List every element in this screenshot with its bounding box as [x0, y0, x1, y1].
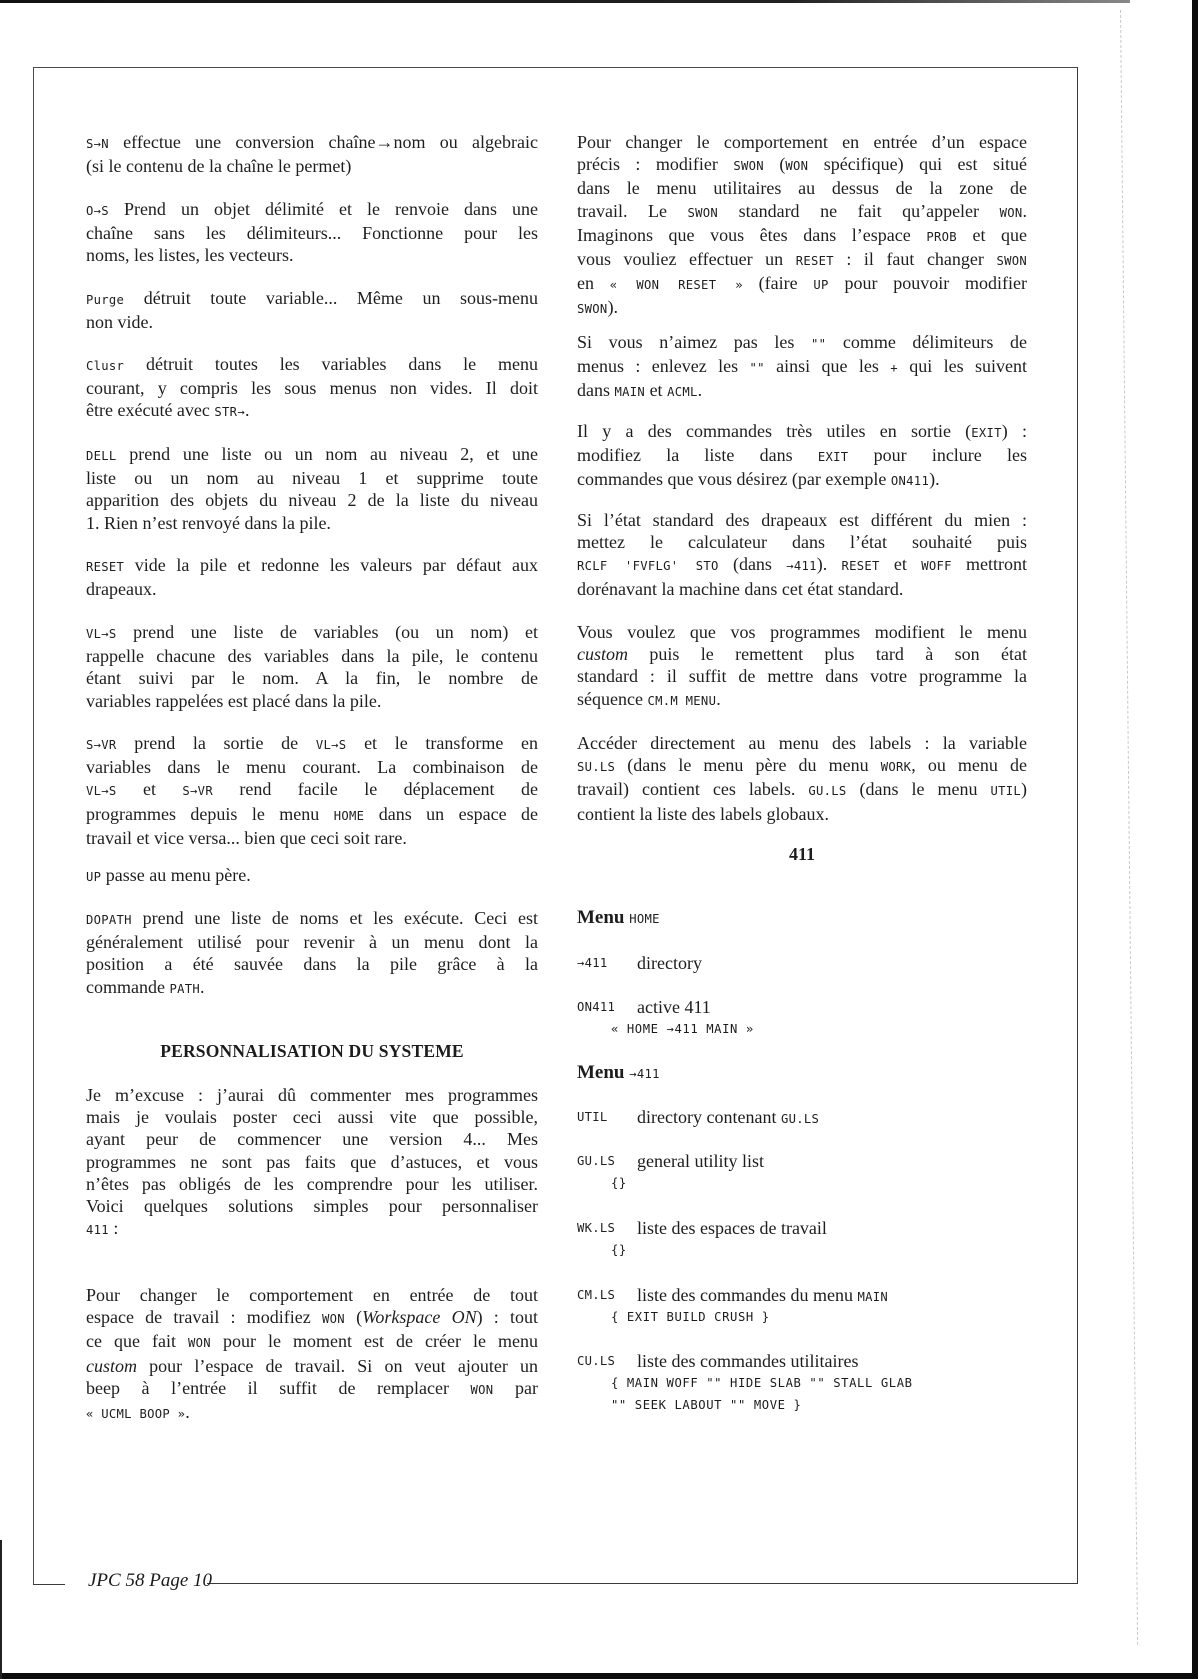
text-run: Je m’excuse : j’aurai dû commenter mes programmes	[86, 1085, 538, 1105]
text-run: Si l’état standard des drapeaux est différent du mien :	[577, 510, 1027, 530]
paragraph-exit	[577, 420, 1027, 493]
text-run: spécifique) qui est situé	[808, 154, 1027, 175]
scan-edge-top	[0, 0, 1130, 3]
inline-code: EXIT	[971, 426, 1002, 440]
text-line	[86, 377, 538, 399]
paragraph-flags	[577, 509, 1027, 600]
text-line	[577, 578, 1027, 600]
entry-description	[637, 996, 711, 1018]
text-run: .	[697, 380, 703, 401]
text-run: liste des commandes du menu	[637, 1285, 858, 1305]
text-run: en	[577, 273, 610, 294]
text-run: prend une liste ou un nom au niveau 2, et une	[116, 444, 538, 464]
text-run: mettront	[951, 554, 1027, 575]
text-run: beep à l’entrée il suffit de remplacer	[86, 1377, 471, 1398]
code-line: {}	[611, 1243, 627, 1257]
text-line	[577, 272, 1027, 296]
text-run: (dans	[718, 554, 787, 575]
italic-text: custom	[86, 1355, 137, 1376]
text-run: et	[879, 554, 922, 575]
text-run: drapeaux.	[86, 579, 157, 600]
entry-code	[611, 1018, 754, 1040]
text-run: mettez le calculateur dans l’état souhaité puis	[577, 532, 1027, 553]
paragraph-intro	[86, 1084, 538, 1241]
italic-text: custom	[577, 644, 628, 665]
text-run: pour inclure les	[848, 445, 1027, 466]
text-line	[86, 399, 538, 423]
text-run: mais je voulais poster ceci aussi vite que possible,	[86, 1107, 538, 1128]
text-line	[577, 200, 1027, 224]
text-run: passe au menu père.	[101, 865, 251, 885]
text-run: ayant peur de commencer une version 4... Mes	[86, 1129, 538, 1150]
text-run: .	[716, 688, 721, 709]
inline-code: « UCML BOOP »	[86, 1407, 186, 1422]
text-run: : il faut changer	[833, 249, 997, 270]
text-run: précis : modifier	[577, 154, 734, 175]
text-run: rend facile le déplacement de	[212, 779, 538, 800]
text-line	[86, 1377, 538, 1401]
text-run: dorénavant la machine dans cet état standard.	[577, 578, 904, 599]
inline-code: O→S	[86, 204, 109, 218]
text-line	[86, 1306, 538, 1330]
text-run: dans un espace de	[364, 803, 538, 824]
text-run: liste des espaces de travail	[637, 1218, 827, 1238]
text-run: généralement utilisé pour revenir à un menu dont la	[86, 932, 538, 953]
paragraph-o-to-s	[86, 198, 538, 267]
code-line: « HOME →411 MAIN »	[611, 1022, 754, 1036]
text-line	[86, 198, 538, 222]
text-line	[86, 667, 538, 689]
text-line	[86, 222, 538, 244]
inline-code: CM.M MENU	[647, 693, 717, 708]
entry-code	[611, 1172, 627, 1194]
text-line	[577, 331, 1027, 355]
inline-code: SWON	[733, 159, 764, 174]
text-line	[86, 512, 538, 534]
text-run: rappelle chacune des variables dans la pile, le contenu	[86, 646, 538, 667]
menu-name: →411	[629, 1067, 660, 1081]
text-run: travail) contient ces labels.	[577, 779, 809, 800]
code-line: { MAIN WOFF "" HIDE SLAB "" STALL GLAB	[611, 1376, 913, 1390]
entry-description	[637, 1150, 764, 1172]
inline-code: GU.LS	[780, 1112, 820, 1126]
text-run: ) : tout	[476, 1307, 539, 1328]
text-line	[577, 296, 1027, 320]
text-run: Imaginons que vous êtes dans l’espace	[577, 224, 927, 245]
inline-code: ""	[749, 361, 765, 376]
paragraph-labels	[577, 732, 1027, 825]
code-line: {}	[611, 1176, 627, 1190]
text-run: prend une liste de noms et les exécute. Ceci est	[131, 908, 538, 928]
inline-code: RESET	[795, 254, 834, 269]
text-run: n’êtes pas obligés de les comprendre pour les utiliser.	[86, 1173, 538, 1194]
text-line	[86, 931, 538, 953]
text-line	[86, 311, 538, 333]
text-run: dans le menu utilitaires au dessus de la zone de	[577, 178, 1027, 199]
text-line	[577, 468, 1027, 492]
text-run: pour pouvoir modifier	[828, 273, 1027, 294]
inline-code: RCLF 'FVFLG' STO	[577, 559, 719, 574]
text-run: liste des commandes utilitaires	[637, 1351, 859, 1371]
text-run: Vous voulez que vos programmes modifient le menu	[577, 622, 1027, 642]
paragraph-s-to-n	[86, 131, 538, 177]
text-run: .	[185, 1402, 190, 1423]
text-line	[577, 778, 1027, 802]
inline-code: S→VR	[86, 738, 117, 752]
frame-border-left	[33, 67, 34, 1584]
entry-key: CM.LS	[577, 1288, 616, 1302]
inline-code: VL→S	[86, 627, 117, 641]
paragraph-delimiters	[577, 331, 1027, 404]
text-run: .	[200, 976, 205, 997]
text-line	[86, 864, 538, 888]
text-run: ).	[816, 554, 842, 575]
text-run: être exécuté avec	[86, 400, 215, 421]
text-run: 1. Rien n’est renvoyé dans la pile.	[86, 512, 331, 533]
text-line	[86, 578, 538, 600]
section-number-411: 411	[788, 844, 815, 864]
inline-code: VL→S	[86, 784, 117, 799]
text-line	[86, 803, 538, 827]
text-line	[86, 907, 538, 931]
text-run: liste ou un nom au niveau 1 et supprime toute	[86, 468, 538, 489]
inline-code: RESET	[841, 559, 880, 574]
text-line	[86, 1195, 538, 1217]
text-run: (dans le menu	[846, 779, 991, 800]
text-line	[86, 778, 538, 802]
text-line	[86, 1128, 538, 1150]
entry-code	[611, 1372, 913, 1416]
text-line	[577, 688, 1027, 712]
inline-code: SWON	[577, 302, 608, 317]
text-run: modifiez la liste dans	[577, 445, 818, 466]
text-run: Prend un objet délimité et le renvoie dans une	[108, 199, 538, 219]
text-run: .	[244, 400, 250, 421]
text-run: espace de travail : modifiez	[86, 1307, 322, 1328]
entry-key: CU.LS	[577, 1354, 616, 1368]
menu-411-title	[577, 1062, 660, 1085]
text-run: travail et vice versa... bien que ceci soit rare.	[86, 827, 407, 848]
text-run: comme délimiteurs de	[826, 332, 1027, 352]
text-run: non vide.	[86, 312, 153, 333]
text-line	[577, 420, 1027, 444]
text-run: Voici quelques solutions simples pour personnaliser	[86, 1196, 538, 1217]
text-line	[86, 1355, 538, 1377]
text-line	[86, 1217, 538, 1241]
text-line	[86, 353, 538, 377]
text-line	[86, 953, 538, 975]
text-run: ) :	[1001, 421, 1027, 441]
text-run: standard ne fait qu’appeler	[718, 200, 1000, 221]
text-run: détruit toute variable... Même un sous-menu	[124, 288, 538, 308]
text-run: séquence	[577, 688, 648, 709]
text-run: ).	[929, 469, 940, 490]
text-line	[577, 224, 1027, 248]
text-run: Si vous n’aimez pas les	[577, 332, 811, 352]
text-run: vide la pile et redonne les valeurs par défaut aux	[124, 555, 538, 575]
text-run: ce que fait	[86, 1331, 189, 1352]
text-run: general utility list	[637, 1151, 764, 1171]
text-run: )	[1021, 779, 1028, 800]
inline-code: ""	[810, 337, 827, 351]
text-line	[86, 1106, 538, 1128]
inline-code: →411	[786, 559, 817, 574]
text-run: menus : enlevez les	[577, 356, 750, 377]
menu-name: HOME	[629, 912, 660, 926]
text-line	[86, 645, 538, 667]
text-line	[86, 287, 538, 311]
text-run: chaîne sans les délimiteurs... Fonctionne pour les	[86, 223, 538, 244]
inline-code: EXIT	[817, 450, 849, 465]
section-heading: PERSONNALISATION DU SYSTEME	[160, 1041, 464, 1061]
inline-code: WORK	[880, 760, 912, 775]
text-run: standard : il suffit de mettre dans votre programme la	[577, 666, 1027, 687]
inline-code: SWON	[996, 254, 1027, 269]
italic-text: Workspace ON	[362, 1307, 477, 1328]
text-run: :	[108, 1218, 119, 1239]
text-line	[86, 732, 538, 756]
text-run: détruit toutes les variables dans le menu	[124, 354, 538, 374]
text-line	[577, 665, 1027, 687]
text-run: programmes ne sont pas faits que d’astuces, et vous	[86, 1151, 538, 1172]
inline-code: WON	[470, 1382, 494, 1397]
code-line: "" SEEK LABOUT "" MOVE }	[611, 1398, 802, 1412]
text-run: puis le remettent plus tard à son état	[628, 644, 1027, 665]
text-run: pour le moment est de créer le menu	[210, 1331, 538, 1352]
entry-key: WK.LS	[577, 1221, 616, 1235]
text-line	[577, 621, 1027, 643]
inline-code: HOME	[333, 808, 365, 823]
entry-code	[611, 1306, 770, 1328]
inline-code: Clusr	[86, 359, 125, 373]
text-run: vous vouliez effectuer un	[577, 249, 796, 270]
text-run: variables dans le menu courant. La combinaison de	[86, 757, 538, 778]
text-line	[577, 803, 1027, 825]
text-run: (	[763, 154, 786, 175]
page-footer: JPC 58 Page 10	[88, 1570, 213, 1591]
entry-description	[637, 1350, 858, 1372]
text-line	[577, 248, 1027, 272]
text-run: (faire	[742, 273, 814, 294]
text-line	[577, 531, 1027, 553]
scan-edge-bottom	[0, 1673, 1198, 1679]
text-line	[86, 827, 538, 849]
text-line	[577, 379, 1027, 403]
paragraph-reset	[86, 554, 538, 600]
text-run: (dans le menu père du menu	[615, 755, 881, 776]
text-run: noms, les listes, les vecteurs.	[86, 245, 294, 266]
text-line	[577, 177, 1027, 199]
inline-code: ON411	[890, 474, 930, 489]
text-line	[86, 131, 538, 155]
inline-code: WON	[321, 1312, 345, 1327]
text-run: travail. Le	[577, 200, 688, 221]
entry-description	[637, 1106, 819, 1130]
frame-border-bottom-left	[33, 1584, 65, 1585]
paragraph-purge	[86, 287, 538, 333]
text-run: étant suivi par le nom. A la fin, le nombre de	[86, 668, 538, 689]
text-run: et que	[956, 224, 1028, 245]
text-line	[86, 1284, 538, 1306]
inline-code: MAIN	[614, 385, 646, 400]
text-run: ).	[607, 297, 619, 318]
entry-description	[637, 1217, 827, 1239]
entry-description	[637, 1284, 888, 1308]
text-run: apparition des objets du niveau 2 de la liste du niveau	[86, 490, 538, 511]
entry-key: UTIL	[577, 1110, 608, 1124]
paragraph-up	[86, 864, 538, 888]
inline-code: « WON RESET »	[609, 278, 743, 293]
text-line	[86, 1084, 538, 1106]
inline-code: SU.LS	[577, 760, 616, 775]
frame-border-top	[33, 67, 1077, 68]
text-run: variables rappelées est placé dans la pile.	[86, 690, 382, 711]
text-line	[86, 554, 538, 578]
text-run: dans	[577, 380, 615, 401]
inline-code: PROB	[926, 229, 957, 244]
text-line	[577, 153, 1027, 177]
text-line	[86, 155, 538, 177]
text-line	[86, 690, 538, 712]
text-run: par	[493, 1377, 538, 1398]
text-run: (	[344, 1307, 363, 1328]
text-line	[86, 1330, 538, 1354]
code-line: { EXIT BUILD CRUSH }	[611, 1310, 770, 1324]
paragraph-clusr	[86, 353, 538, 424]
text-line	[86, 244, 538, 266]
inline-code: WOFF	[921, 559, 952, 574]
inline-code: ACML	[667, 385, 698, 400]
text-run: contient la liste des labels globaux.	[577, 803, 829, 824]
inline-code: DOPATH	[86, 913, 132, 927]
text-run: prend une liste de variables (ou un nom) et	[116, 622, 538, 642]
text-run: commandes que vous désirez (par exemple	[577, 469, 891, 490]
text-line	[577, 553, 1027, 577]
entry-code	[611, 1239, 627, 1261]
text-line	[577, 643, 1027, 665]
inline-code: +	[890, 361, 898, 376]
text-run: pour l’espace de travail. Si on veut ajouter un	[137, 1355, 538, 1376]
inline-code: DELL	[86, 449, 117, 463]
inline-code: WON	[188, 1336, 211, 1351]
text-run: effectue une conversion chaîne→nom ou algebraic	[108, 132, 538, 152]
text-line	[86, 1401, 538, 1425]
text-run: directory	[637, 953, 702, 973]
text-line	[577, 509, 1027, 531]
frame-border-bottom-right	[207, 1583, 1078, 1584]
menu-home-title	[577, 907, 660, 930]
inline-code: UTIL	[990, 784, 1022, 799]
entry-key: GU.LS	[577, 1154, 616, 1168]
inline-code: GU.LS	[808, 784, 847, 799]
inline-code: UP	[86, 870, 102, 884]
paragraph-vl-to-s	[86, 621, 538, 712]
text-run: et le transforme en	[346, 733, 539, 753]
text-line	[86, 1173, 538, 1195]
text-run: et	[116, 779, 183, 800]
text-line	[577, 444, 1027, 468]
text-line	[86, 621, 538, 645]
text-run: ainsi que les	[764, 356, 891, 377]
text-run: directory contenant	[637, 1107, 781, 1127]
paragraph-swon	[577, 131, 1027, 321]
text-run: qui les suivent	[897, 356, 1028, 377]
inline-code: WON	[785, 159, 809, 174]
inline-code: 411	[86, 1223, 109, 1238]
text-run: programmes depuis le menu	[86, 803, 334, 824]
text-run: active 411	[637, 997, 711, 1017]
paragraph-dell	[86, 443, 538, 534]
entry-key: ON411	[577, 1000, 616, 1014]
paragraph-custom-menu	[577, 621, 1027, 712]
paragraph-won	[86, 1284, 538, 1425]
text-run: Il y a des commandes très utiles en sortie (	[577, 421, 972, 441]
entry-key: →411	[577, 956, 608, 970]
inline-code: WON	[999, 205, 1023, 220]
text-line	[577, 732, 1027, 754]
menu-label: Menu	[577, 1062, 625, 1083]
text-line	[86, 976, 538, 1000]
inline-code: S→VR	[182, 784, 213, 799]
text-run: Pour changer le comportement en entrée de tout	[86, 1285, 538, 1305]
text-run: et	[645, 380, 668, 401]
text-line	[86, 1151, 538, 1173]
inline-code: UP	[813, 278, 829, 293]
text-line	[86, 467, 538, 489]
paragraph-dopath	[86, 907, 538, 1000]
scan-edge-right	[1192, 0, 1198, 1679]
entry-description	[637, 952, 702, 974]
inline-code: VL→S	[315, 738, 347, 752]
scan-edge-left	[0, 1540, 2, 1679]
text-run: prend la sortie de	[116, 733, 316, 753]
text-run: , ou menu de	[911, 755, 1027, 776]
text-line	[577, 754, 1027, 778]
scan-guide-line	[1120, 10, 1138, 1645]
text-run: courant, y compris les sous menus non vides. Il doit	[86, 378, 538, 399]
text-line	[577, 355, 1027, 379]
text-run: commande	[86, 976, 170, 997]
frame-border-right	[1077, 67, 1078, 1584]
inline-code: S→N	[86, 137, 109, 151]
inline-code: SWON	[687, 205, 719, 220]
inline-code: MAIN	[857, 1290, 889, 1304]
inline-code: Purge	[86, 293, 125, 307]
text-line	[86, 489, 538, 511]
inline-code: STR→	[214, 405, 245, 420]
inline-code: RESET	[86, 560, 125, 574]
text-line	[86, 756, 538, 778]
paragraph-s-to-vr	[86, 732, 538, 849]
text-run: .	[1022, 200, 1027, 221]
text-run: (si le contenu de la chaîne le permet)	[86, 156, 352, 177]
text-line	[86, 443, 538, 467]
inline-code: PATH	[169, 981, 201, 996]
text-line	[577, 131, 1027, 153]
text-run: position a été sauvée dans la pile grâce à la	[86, 954, 538, 975]
text-run: Pour changer le comportement en entrée d’un espace	[577, 132, 1027, 152]
menu-label: Menu	[577, 907, 625, 928]
text-run: Accéder directement au menu des labels : la variable	[577, 733, 1027, 753]
